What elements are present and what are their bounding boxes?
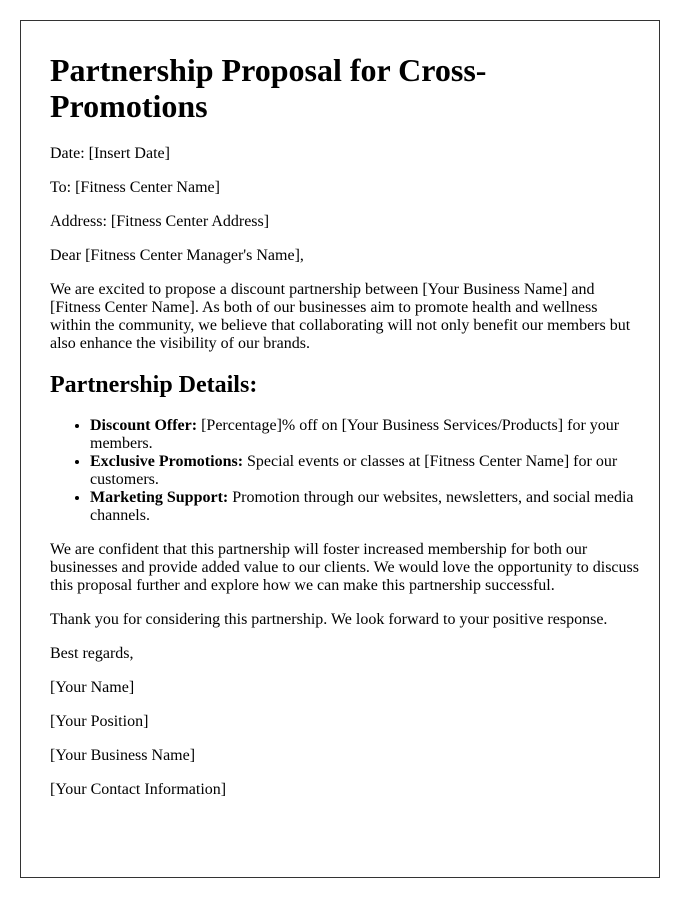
details-item-label: Marketing Support: xyxy=(90,489,229,506)
details-item-discount-offer xyxy=(90,417,642,453)
details-item-text: [Percentage]% off on [Your Business Services/Products] for your members. xyxy=(90,417,620,452)
details-list xyxy=(50,417,642,525)
intro-paragraph: We are excited to propose a discount partnership between [Your Business Name] and [Fitness Center Name]. As both of our businesses aim to promote health and wellness within the community, we believe that collaborating will not only benefit our members but also enhance the visibility of our brands. xyxy=(50,281,631,352)
signoff: Best regards, xyxy=(50,645,134,662)
details-item-exclusive-promotions xyxy=(90,453,642,489)
address-line: Address: [Fitness Center Address] xyxy=(50,213,270,230)
details-item-label: Discount Offer: xyxy=(90,417,198,434)
details-heading: Partnership Details: xyxy=(50,372,258,398)
signature-business: [Your Business Name] xyxy=(50,747,196,764)
recipient-line: To: [Fitness Center Name] xyxy=(50,179,220,196)
letter-content xyxy=(50,21,642,799)
letter-page xyxy=(20,20,660,878)
details-item-text: Special events or classes at [Fitness Center Name] for our customers. xyxy=(90,453,618,488)
details-item-text: Promotion through our websites, newsletters, and social media channels. xyxy=(90,489,634,524)
signature-name: [Your Name] xyxy=(50,679,135,696)
details-item-marketing-support xyxy=(90,489,642,525)
closing-paragraph: We are confident that this partnership will foster increased membership for both our businesses and provide added value to our clients. We would love the opportunity to discuss this proposal further and explore how we can make this partnership successful. xyxy=(50,541,639,594)
signature-contact: [Your Contact Information] xyxy=(50,781,227,798)
details-item-label: Exclusive Promotions: xyxy=(90,453,244,470)
signature-position: [Your Position] xyxy=(50,713,149,730)
salutation: Dear [Fitness Center Manager's Name], xyxy=(50,247,304,264)
thanks-paragraph: Thank you for considering this partnership. We look forward to your positive response. xyxy=(50,611,608,628)
document-title: Partnership Proposal for Cross-Promotions xyxy=(50,52,487,124)
date-line: Date: [Insert Date] xyxy=(50,145,170,162)
